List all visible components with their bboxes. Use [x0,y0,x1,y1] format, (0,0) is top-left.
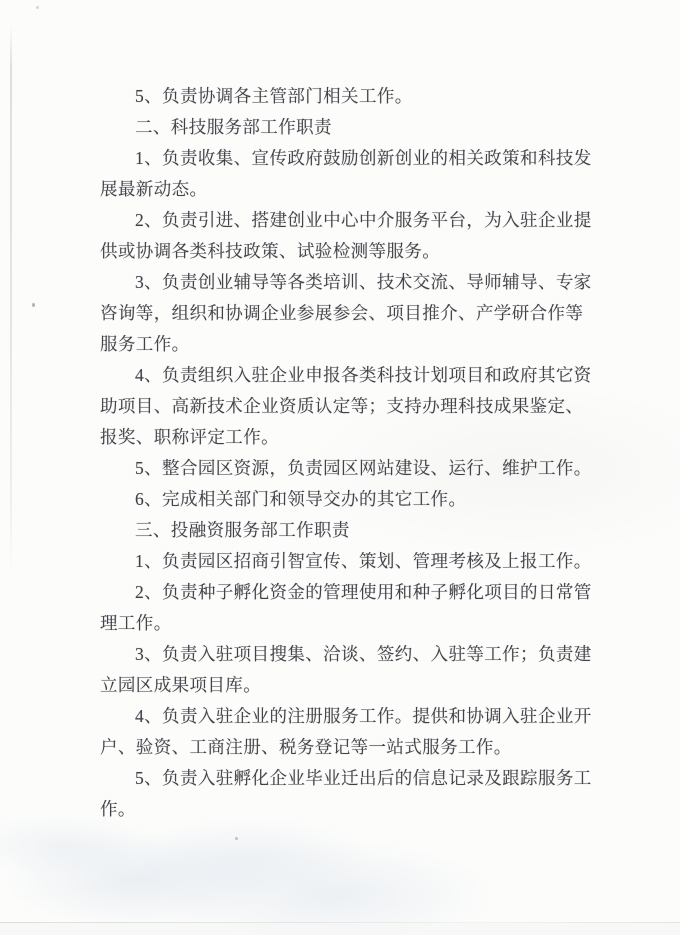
section-heading-line: 二、科技服务部工作职责 [135,117,332,137]
document-line: 4、负责入驻企业的注册服务工作。提供和协调入驻企业开 [135,706,592,726]
document-line: 2、负责引进、搭建创业中心中介服务平台，为入驻企业提 [135,210,592,230]
scanner-background-strip [0,923,680,935]
document-line: 4、负责组织入驻企业申报各类科技计划项目和政府其它资 [135,365,592,385]
document-line: 1、负责园区招商引智宣传、策划、管理考核及上报工作。 [135,551,592,571]
document-line: 1、负责收集、宣传政府鼓励创新创业的相关政策和科技发 [135,148,592,168]
scan-speck [32,303,35,307]
document-line: 展最新动态。 [100,179,208,199]
document-line: 助项目、高新技术企业资质认定等；支持办理科技成果鉴定、 [100,396,584,416]
scan-speck [36,6,39,9]
document-line: 报奖、职称评定工作。 [100,427,279,447]
document-line: 5、负责入驻孵化企业毕业迁出后的信息记录及跟踪服务工 [135,768,592,788]
document-line: 咨询等，组织和协调企业参展参会、项目推介、产学研合作等 [100,303,584,323]
document-line: 户、验资、工商注册、税务登记等一站式服务工作。 [100,737,512,757]
section-heading-line: 三、投融资服务部工作职责 [135,520,350,540]
document-line: 3、负责入驻项目搜集、洽谈、签约、入驻等工作；负责建 [135,644,592,664]
document-line: 3、负责创业辅导等各类培训、技术交流、导师辅导、专家 [135,272,592,292]
document-line: 理工作。 [100,613,172,633]
document-line: 6、完成相关部门和领导交办的其它工作。 [135,489,467,509]
document-text-block [100,81,610,825]
document-line: 2、负责种子孵化资金的管理使用和种子孵化项目的日常管 [135,582,592,602]
scan-speck [235,837,238,840]
document-line: 5、整合园区资源，负责园区网站建设、运行、维护工作。 [135,458,592,478]
document-line: 服务工作。 [100,334,190,354]
document-line: 立园区成果项目库。 [100,675,262,695]
document-line: 供或协调各类科技政策、试验检测等服务。 [100,241,441,261]
paper-crease-line [10,25,12,575]
document-line: 5、负责协调各主管部门相关工作。 [135,86,413,106]
document-line: 作。 [100,799,136,819]
